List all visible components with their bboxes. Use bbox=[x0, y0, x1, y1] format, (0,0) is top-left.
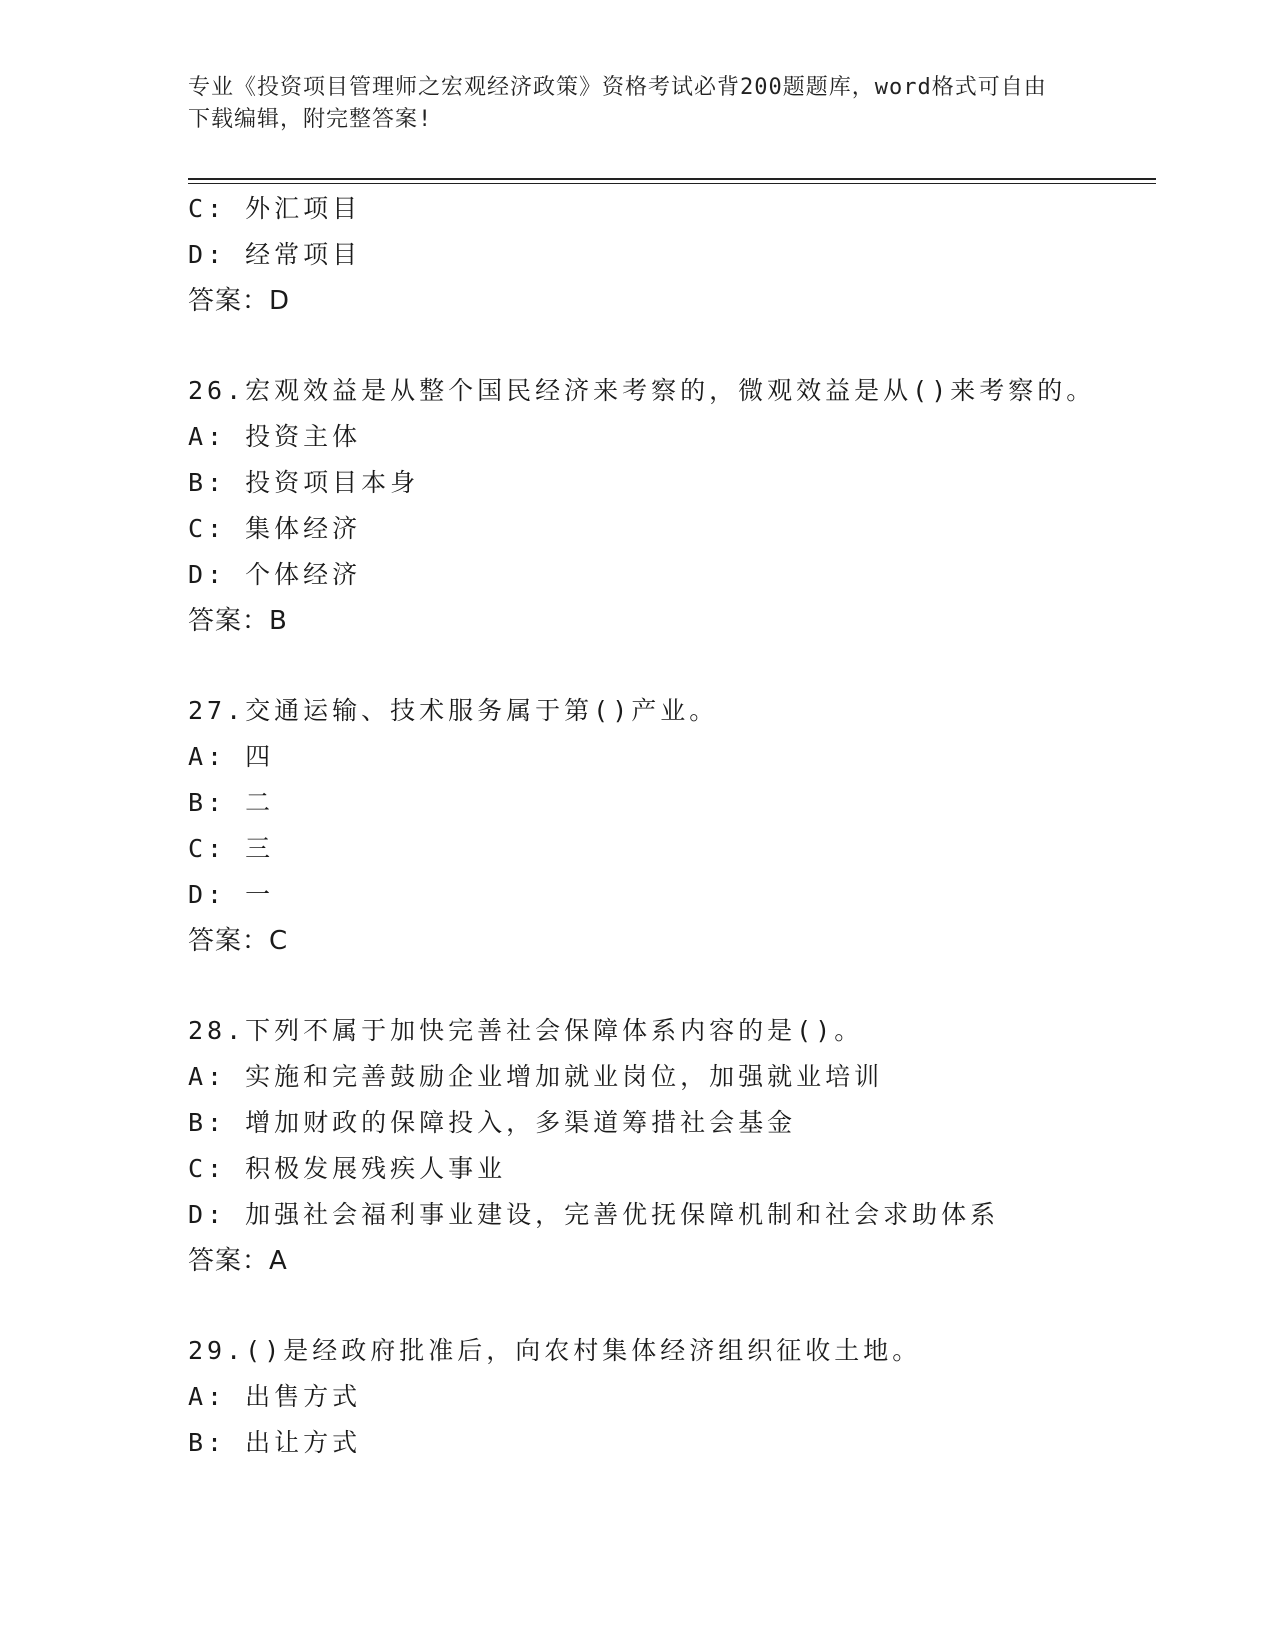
option-text: 二 bbox=[245, 788, 275, 817]
answer-line: 答案：D bbox=[188, 286, 291, 316]
option-text: 积极发展残疾人事业 bbox=[245, 1154, 507, 1183]
option-text: 集体经济 bbox=[245, 514, 362, 543]
option-a bbox=[188, 1054, 1148, 1100]
header-divider-thin bbox=[188, 183, 1156, 184]
option-text: 投资主体 bbox=[245, 422, 362, 451]
header-divider bbox=[188, 178, 1156, 180]
option-label: C: bbox=[188, 194, 227, 223]
option-label: B: bbox=[188, 1108, 227, 1137]
question-block-28 bbox=[188, 1008, 1148, 1284]
option-label: B: bbox=[188, 468, 227, 497]
option-label: D: bbox=[188, 240, 227, 269]
question-block-26 bbox=[188, 368, 1148, 644]
question-block-27 bbox=[188, 688, 1148, 964]
option-text: 经常项目 bbox=[245, 240, 362, 269]
option-d bbox=[188, 1192, 1148, 1238]
option-label: B: bbox=[188, 788, 227, 817]
option-label: C: bbox=[188, 1154, 227, 1183]
option-a bbox=[188, 1374, 1148, 1420]
option-text: 投资项目本身 bbox=[245, 468, 420, 497]
option-b bbox=[188, 1420, 1148, 1466]
question-block-continued bbox=[188, 186, 1148, 324]
option-label: D: bbox=[188, 880, 227, 909]
option-d bbox=[188, 552, 1148, 598]
option-text: 实施和完善鼓励企业增加就业岗位，加强就业培训 bbox=[245, 1062, 884, 1091]
option-label: B: bbox=[188, 1428, 227, 1457]
option-b bbox=[188, 460, 1148, 506]
answer-line: 答案：A bbox=[188, 1246, 288, 1276]
option-b bbox=[188, 1100, 1148, 1146]
question-block-29 bbox=[188, 1328, 1148, 1466]
option-c bbox=[188, 186, 1148, 232]
document-header bbox=[188, 72, 1068, 136]
option-c bbox=[188, 1146, 1148, 1192]
option-label: A: bbox=[188, 1062, 227, 1091]
option-d bbox=[188, 872, 1148, 918]
option-label: C: bbox=[188, 514, 227, 543]
option-a bbox=[188, 734, 1148, 780]
option-label: C: bbox=[188, 834, 227, 863]
option-text: 出售方式 bbox=[245, 1382, 362, 1411]
option-label: D: bbox=[188, 1200, 227, 1229]
question-list bbox=[188, 186, 1148, 1466]
question-stem: 26.宏观效益是从整个国民经济来考察的，微观效益是从()来考察的。 bbox=[188, 376, 1096, 405]
option-c bbox=[188, 506, 1148, 552]
option-a bbox=[188, 414, 1148, 460]
option-c bbox=[188, 826, 1148, 872]
option-label: A: bbox=[188, 422, 227, 451]
option-text: 四 bbox=[245, 742, 275, 771]
answer-line: 答案：B bbox=[188, 606, 288, 636]
option-b bbox=[188, 780, 1148, 826]
option-text: 加强社会福利事业建设，完善优抚保障机制和社会求助体系 bbox=[245, 1200, 1000, 1229]
option-text: 外汇项目 bbox=[245, 194, 362, 223]
answer-line: 答案：C bbox=[188, 926, 289, 956]
option-text: 个体经济 bbox=[245, 560, 362, 589]
document-header-title: 专业《投资项目管理师之宏观经济政策》资格考试必背200题题库，word格式可自由下载编辑，附完整答案! bbox=[188, 75, 1047, 132]
question-stem: 28.下列不属于加快完善社会保障体系内容的是()。 bbox=[188, 1016, 864, 1045]
option-label: D: bbox=[188, 560, 227, 589]
option-text: 增加财政的保障投入，多渠道筹措社会基金 bbox=[245, 1108, 797, 1137]
option-text: 出让方式 bbox=[245, 1428, 362, 1457]
question-stem: 29.()是经政府批准后，向农村集体经济组织征收土地。 bbox=[188, 1336, 922, 1365]
option-label: A: bbox=[188, 1382, 227, 1411]
question-stem: 27.交通运输、技术服务属于第()产业。 bbox=[188, 696, 719, 725]
option-text: 一 bbox=[245, 880, 275, 909]
option-label: A: bbox=[188, 742, 227, 771]
option-d bbox=[188, 232, 1148, 278]
option-text: 三 bbox=[245, 834, 275, 863]
